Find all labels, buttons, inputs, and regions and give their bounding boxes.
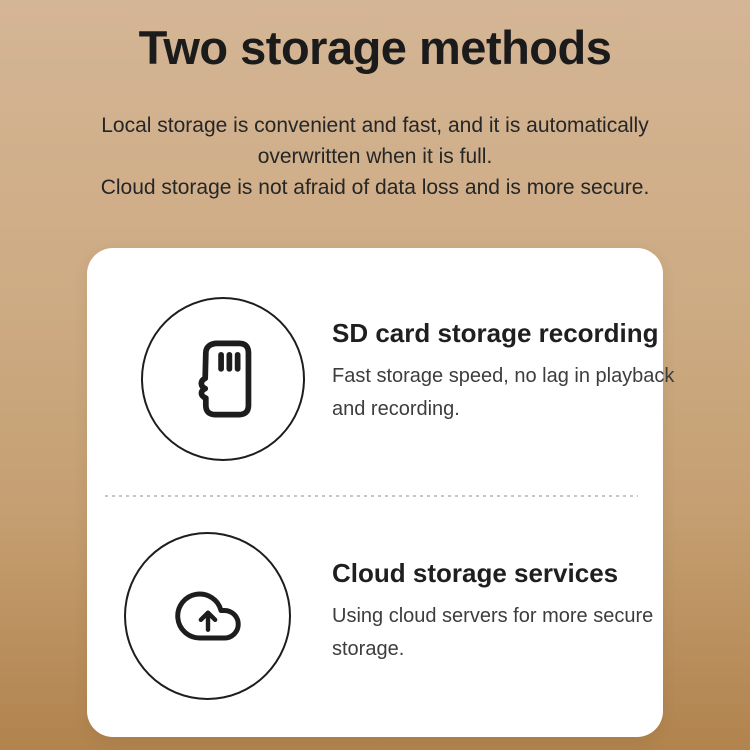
subtitle-line-2: overwritten when it is full.: [257, 145, 493, 168]
storage-methods-card: [87, 248, 675, 737]
subtitle-line-1: Local storage is convenient and fast, and it is automatically: [101, 114, 649, 137]
cloud-description-line-1: Using cloud servers for more secure: [332, 605, 654, 627]
cloud-description: [332, 600, 653, 666]
page-subtitle: [0, 110, 750, 203]
cloud-description-line-2: storage.: [332, 638, 405, 660]
cloud-heading: Cloud storage services: [332, 558, 619, 588]
sd-card-description-line-1: Fast storage speed, no lag in playback: [332, 365, 675, 387]
sd-card-heading: SD card storage recording: [332, 318, 659, 348]
dashed-divider: [105, 495, 638, 497]
subtitle-line-3: Cloud storage is not afraid of data loss and is more secure.: [100, 176, 650, 199]
sd-card-icon: [188, 333, 258, 425]
sd-card-description-line-2: and recording.: [332, 398, 460, 420]
cloud-upload-icon: [165, 583, 251, 649]
sd-card-description: [332, 360, 674, 426]
cloud-icon-circle: [124, 532, 291, 700]
sd-card-icon-circle: [141, 297, 305, 461]
page-title: Two storage methods: [138, 21, 612, 74]
